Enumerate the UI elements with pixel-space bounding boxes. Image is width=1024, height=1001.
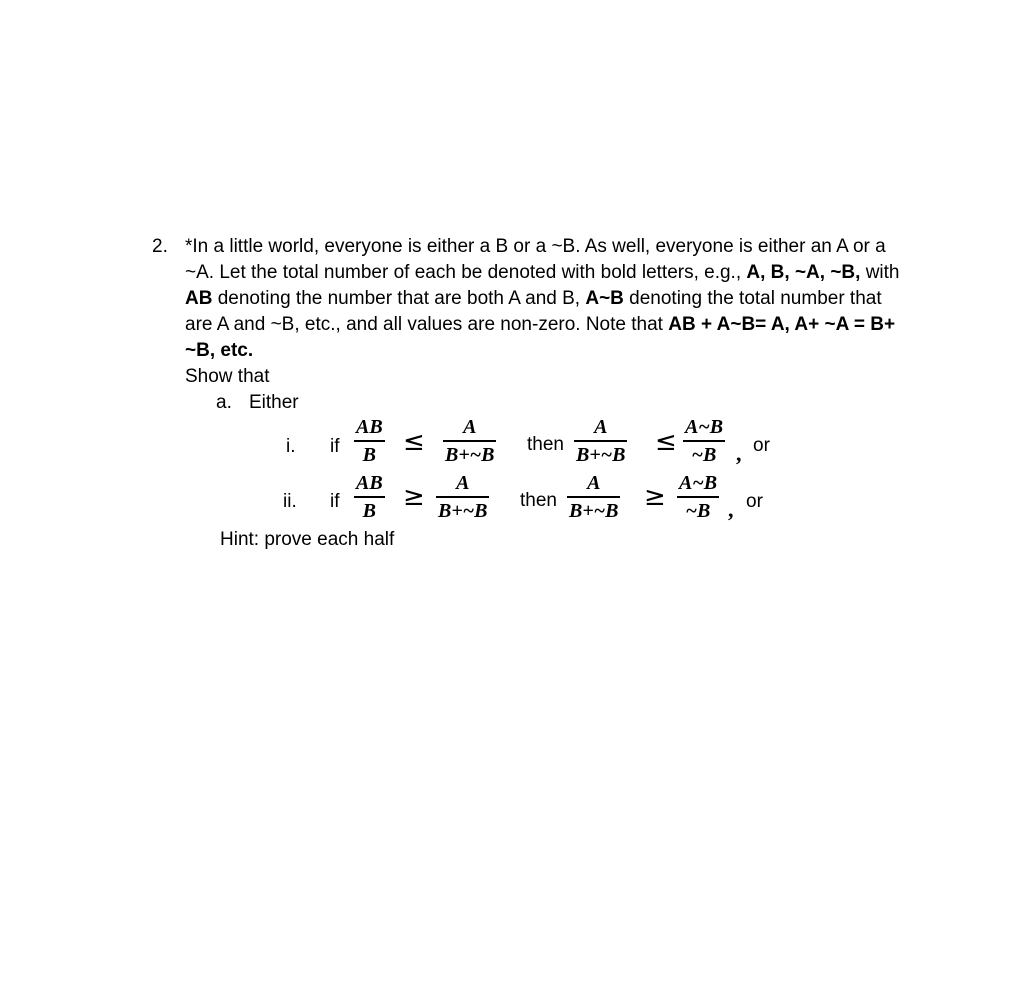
- intro-bold-a-not-b: A~B: [585, 288, 624, 309]
- item-ii-or: or: [746, 491, 763, 512]
- intro-bold-variables: A, B, ~A, ~B,: [746, 262, 861, 283]
- item-i-or: or: [753, 435, 770, 456]
- item-i-fraction-ab-over-b: [354, 416, 385, 466]
- item-i-numeral: i.: [286, 436, 296, 457]
- intro-text-2: with: [860, 262, 900, 283]
- item-ii-if: if: [330, 491, 340, 512]
- intro-text-3: denoting the number that are both A and B,: [212, 288, 586, 309]
- item-ii-fraction-3-numerator: A: [587, 472, 601, 494]
- item-i-if: if: [330, 436, 340, 457]
- item-i-fraction-2-numerator: A: [463, 416, 477, 438]
- item-ii-fraction-a-over-sum-2: [567, 472, 620, 522]
- item-ii-fraction-ab-over-b: [354, 472, 385, 522]
- part-a-label: a.: [216, 392, 232, 413]
- item-ii-numeral: ii.: [283, 491, 297, 512]
- hint-text: Hint: prove each half: [220, 529, 395, 550]
- item-ii-fraction-4-denominator: ~B: [685, 500, 711, 522]
- intro-bold-identities: AB + A~B= A, A+ ~A = B+ ~B, etc.: [185, 314, 896, 361]
- item-ii-then: then: [520, 490, 557, 511]
- item-ii-fraction-4-numerator: A~B: [679, 472, 718, 494]
- item-ii-fraction-a-not-b-over-not-b: [677, 472, 719, 522]
- item-i-fraction-a-over-sum-2: [574, 416, 627, 466]
- item-i-fraction-1-denominator: B: [362, 444, 377, 466]
- item-ii-fraction-3-denominator: B+~B: [569, 500, 619, 522]
- item-i-fraction-4-numerator: A~B: [685, 416, 724, 438]
- item-i-fraction-1-numerator: AB: [356, 416, 383, 438]
- problem-statement: [185, 234, 905, 390]
- item-i-relation-leq-2: ≤: [655, 427, 677, 457]
- intro-text-4: denoting the total number that are A and ~B, etc., and all values are non-zero. Note that: [185, 288, 882, 335]
- item-ii-fraction-1-denominator: B: [362, 500, 377, 522]
- problem-intro: [185, 234, 905, 364]
- item-ii-fraction-a-over-sum: [436, 472, 489, 522]
- item-i-fraction-2-denominator: B+~B: [445, 444, 495, 466]
- item-i-fraction-3-denominator: B+~B: [576, 444, 626, 466]
- item-ii-relation-geq: ≥: [403, 482, 425, 512]
- problem-number: 2.: [152, 236, 168, 257]
- item-i-comma: ,: [736, 441, 742, 466]
- item-i-fraction-a-not-b-over-not-b: [683, 416, 725, 466]
- item-i-relation-leq: ≤: [403, 427, 425, 457]
- item-ii-comma: ,: [728, 497, 734, 522]
- item-i-fraction-4-denominator: ~B: [691, 444, 717, 466]
- item-ii-fraction-1-numerator: AB: [356, 472, 383, 494]
- item-ii-fraction-2-denominator: B+~B: [438, 500, 488, 522]
- intro-bold-ab: AB: [185, 288, 213, 309]
- item-i-then: then: [527, 434, 564, 455]
- intro-text-1: *In a little world, everyone is either a B or a ~B. As well, everyone is either an A or a ~A. Let the total number of each be denoted with bold letters, e.g.,: [185, 236, 886, 283]
- item-ii-fraction-2-numerator: A: [456, 472, 470, 494]
- show-that: Show that: [185, 366, 270, 387]
- item-i-fraction-a-over-sum: [443, 416, 496, 466]
- item-i-fraction-3-numerator: A: [594, 416, 608, 438]
- item-ii-relation-geq-2: ≥: [644, 482, 666, 512]
- part-a-text: Either: [249, 392, 299, 413]
